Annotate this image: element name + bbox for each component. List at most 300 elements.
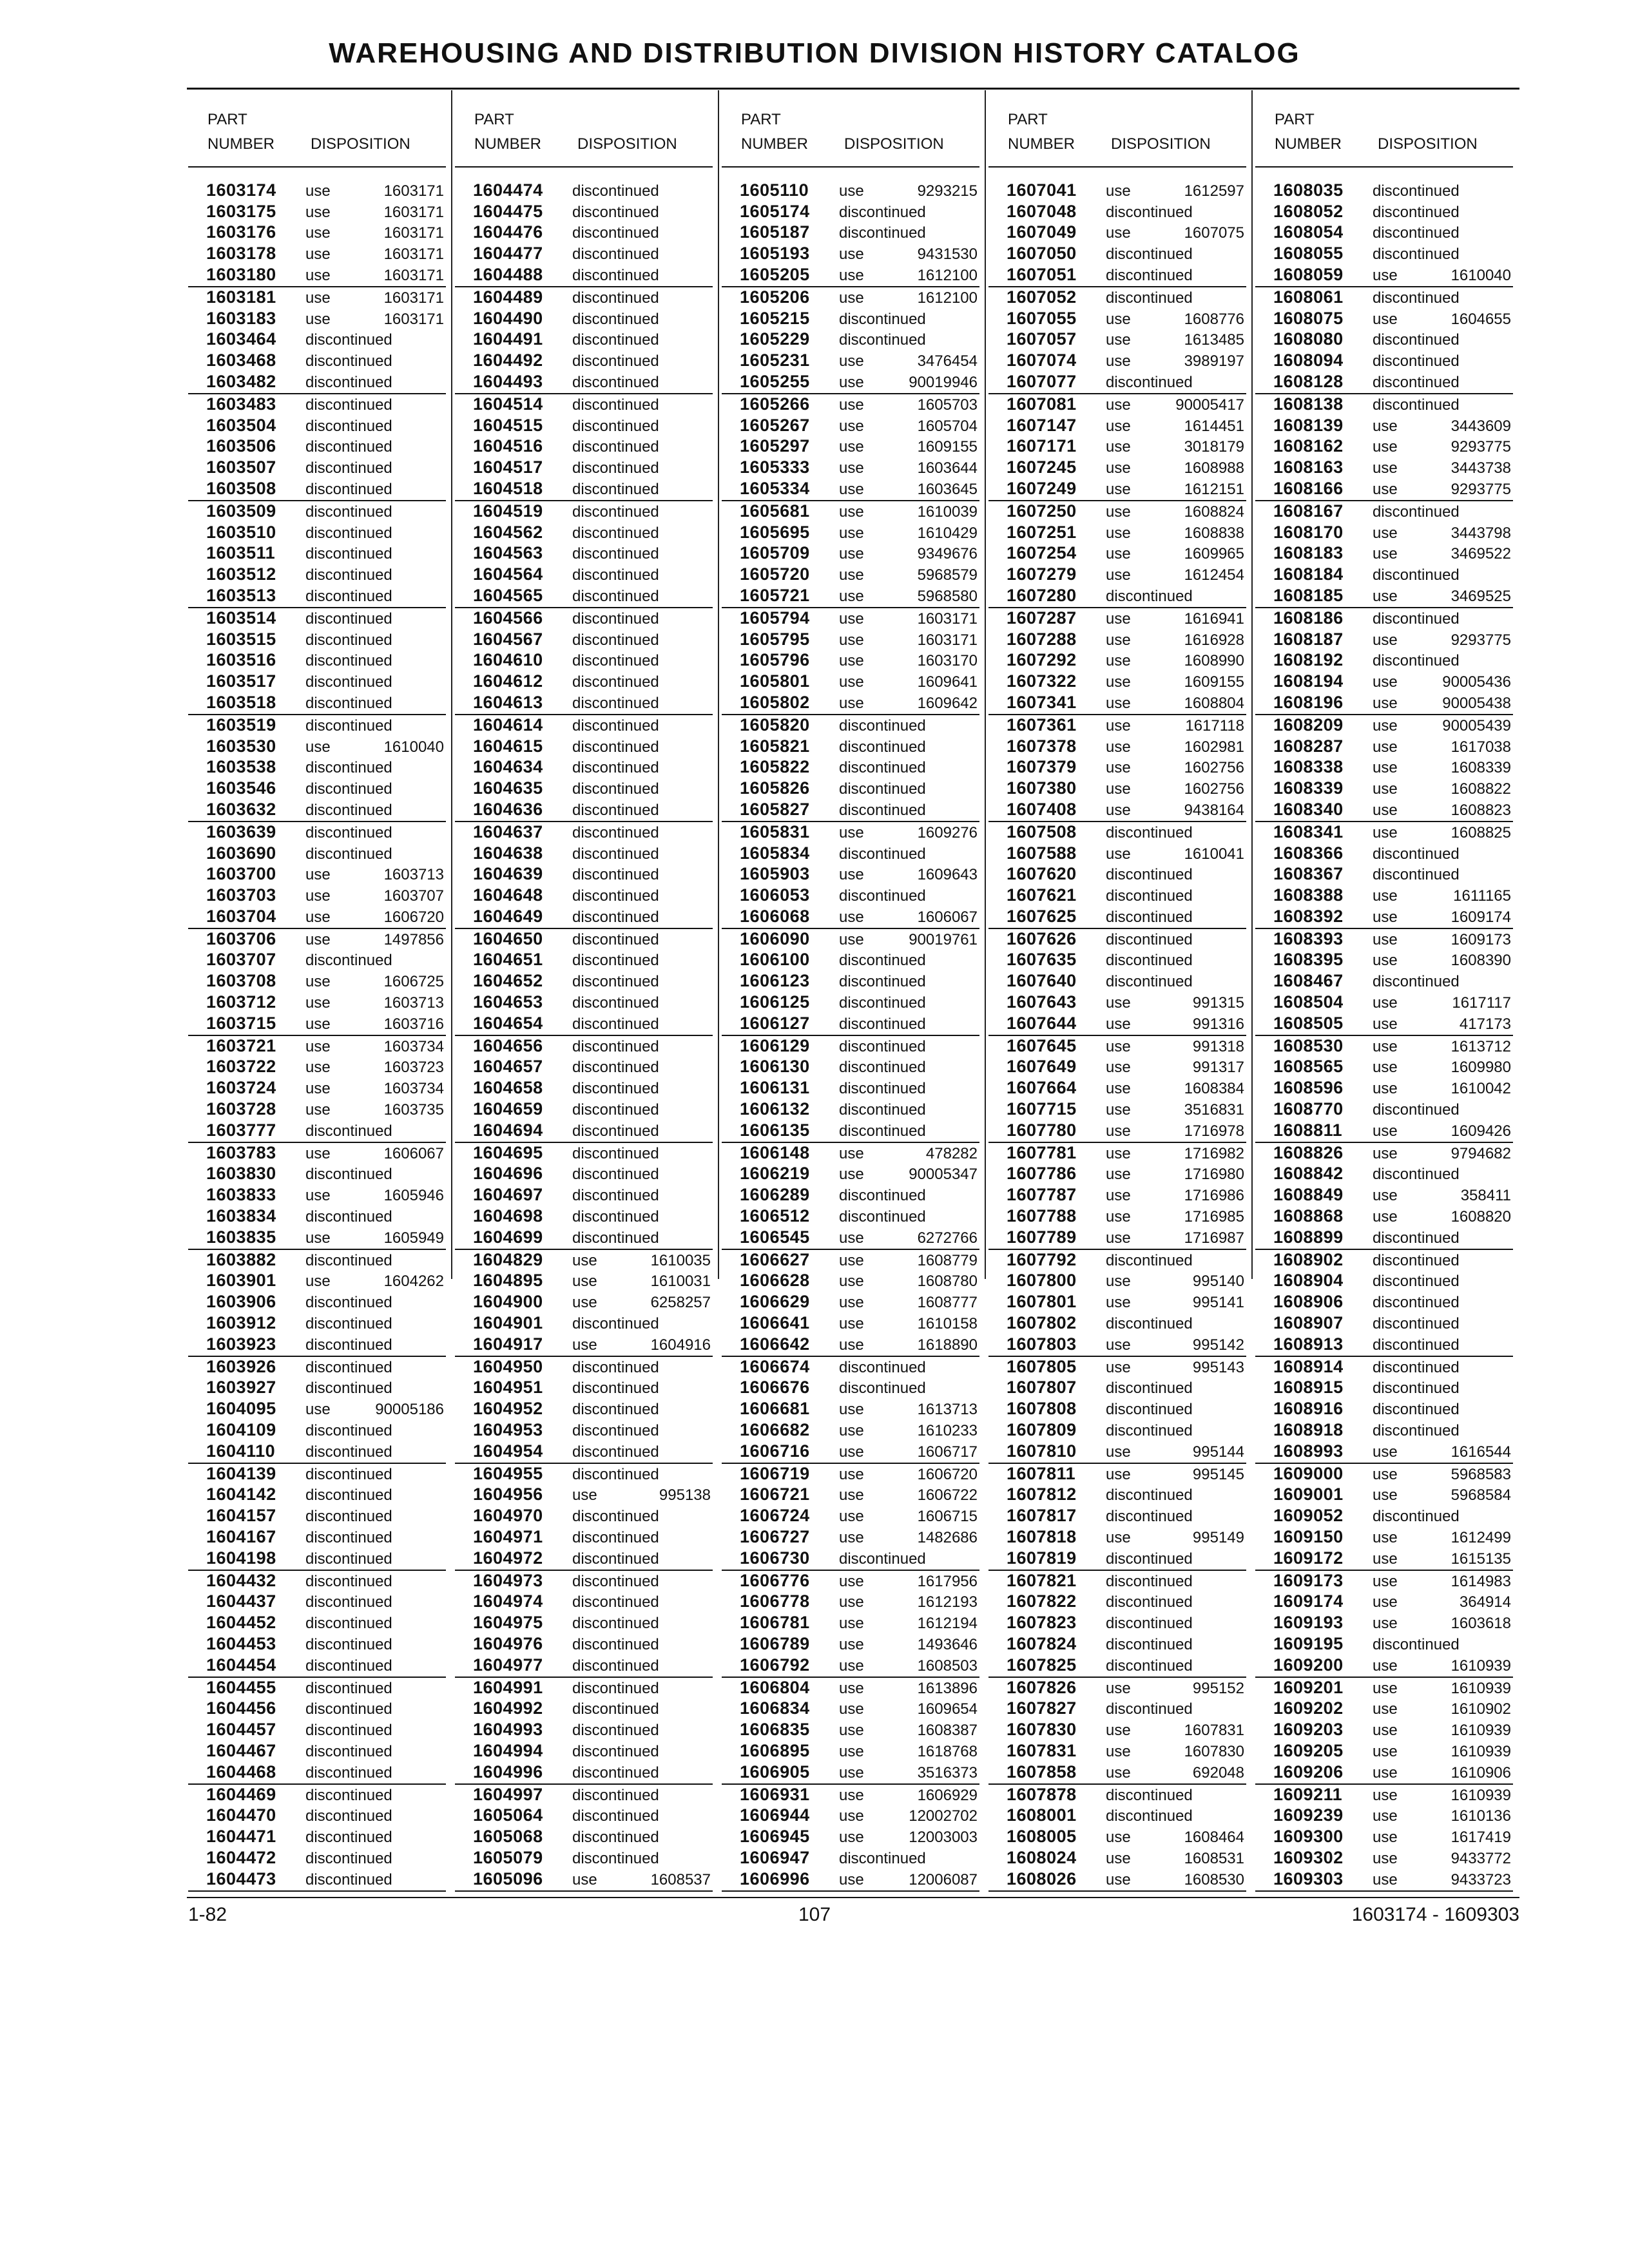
table-row <box>988 950 1246 972</box>
part-number: 1609200 <box>1273 1655 1344 1675</box>
part-number: 1605255 <box>740 371 810 391</box>
part-number: 1607341 <box>1007 692 1077 712</box>
disposition: discontinued <box>572 1401 659 1419</box>
replacement-part-number: 1606720 <box>383 908 444 926</box>
disposition: discontinued <box>839 1550 926 1568</box>
part-number: 1607249 <box>1007 478 1077 498</box>
disposition: discontinued <box>1106 1379 1193 1398</box>
table-row <box>722 822 979 843</box>
replacement-part-number: 1608384 <box>1184 1080 1244 1098</box>
part-number: 1608080 <box>1273 329 1344 349</box>
part-number: 1604699 <box>473 1227 543 1247</box>
table-row <box>988 1720 1246 1741</box>
disposition-use-label: use <box>572 1870 597 1888</box>
part-number: 1604563 <box>473 543 543 563</box>
disposition: discontinued <box>572 738 659 756</box>
table-row <box>988 736 1246 758</box>
part-number: 1607824 <box>1007 1633 1077 1653</box>
disposition: discontinued <box>572 652 659 670</box>
part-number: 1607322 <box>1007 671 1077 691</box>
replacement-part-number: 995140 <box>1192 1273 1244 1291</box>
replacement-part-number: 12003003 <box>909 1829 978 1847</box>
replacement-part-number: 1610040 <box>1451 266 1511 284</box>
disposition: discontinued <box>305 1763 392 1782</box>
part-number: 1603912 <box>206 1313 276 1333</box>
disposition-use-label: use <box>1373 1015 1398 1033</box>
replacement-part-number: 1603170 <box>917 652 978 670</box>
table-row <box>722 843 979 865</box>
disposition-use-label: use <box>1373 1849 1398 1867</box>
table-row <box>988 586 1246 608</box>
table-row <box>455 372 713 394</box>
disposition: discontinued <box>305 780 392 798</box>
replacement-part-number: 1603171 <box>383 289 444 307</box>
disposition-use-label: use <box>839 1486 864 1504</box>
column-divider <box>451 90 452 1279</box>
part-number: 1608916 <box>1273 1399 1344 1419</box>
table-row <box>722 758 979 779</box>
table-row <box>722 287 979 309</box>
header-rule <box>722 166 979 168</box>
table-row <box>988 1741 1246 1762</box>
disposition: discontinued <box>1373 289 1460 307</box>
table-row <box>188 1014 446 1036</box>
replacement-part-number: 995143 <box>1192 1358 1244 1376</box>
disposition: discontinued <box>572 1572 659 1590</box>
replacement-part-number: 1618768 <box>917 1742 978 1760</box>
table-row <box>188 693 446 715</box>
disposition-use-label: use <box>1106 417 1131 435</box>
part-number: 1607635 <box>1007 950 1077 970</box>
disposition: discontinued <box>572 1722 659 1740</box>
table-row <box>455 1785 713 1806</box>
table-row <box>988 501 1246 523</box>
disposition-use-label: use <box>1373 1122 1398 1140</box>
table-row <box>188 1655 446 1678</box>
table-row <box>188 564 446 586</box>
disposition: discontinued <box>305 1315 392 1333</box>
disposition: discontinued <box>839 1122 926 1140</box>
table-row <box>988 1464 1246 1485</box>
disposition: discontinued <box>1373 182 1460 200</box>
part-number: 1607821 <box>1007 1570 1077 1590</box>
table-row <box>988 523 1246 544</box>
table-row <box>988 457 1246 479</box>
column-header <box>455 90 713 168</box>
table-row <box>188 1720 446 1741</box>
part-number: 1607645 <box>1007 1035 1077 1055</box>
part-number: 1603546 <box>206 778 276 798</box>
disposition-use-label: use <box>839 610 864 628</box>
part-number: 1603834 <box>206 1206 276 1226</box>
table-row <box>1255 778 1513 800</box>
disposition-use-label: use <box>1106 1122 1131 1140</box>
table-row <box>988 330 1246 351</box>
replacement-part-number: 6258257 <box>650 1294 711 1312</box>
disposition-use-label: use <box>1106 694 1131 712</box>
disposition: discontinued <box>1106 973 1193 991</box>
table-row <box>1255 1634 1513 1655</box>
disposition: discontinued <box>305 587 392 605</box>
disposition: discontinued <box>572 587 659 605</box>
disposition: discontinued <box>1373 1336 1460 1354</box>
disposition: discontinued <box>1373 1166 1460 1184</box>
disposition: discontinued <box>1106 952 1193 970</box>
table-row <box>455 1206 713 1227</box>
table-row <box>455 651 713 672</box>
replacement-part-number: 1610233 <box>917 1422 978 1440</box>
table-row <box>1255 287 1513 309</box>
disposition: discontinued <box>1373 245 1460 264</box>
disposition: discontinued <box>305 331 392 349</box>
table-row <box>455 1741 713 1762</box>
table-row <box>722 929 979 950</box>
replacement-part-number: 1716987 <box>1184 1229 1244 1247</box>
table-row <box>455 479 713 501</box>
disposition: discontinued <box>305 1786 392 1804</box>
part-number: 1603700 <box>206 864 276 884</box>
disposition: discontinued <box>1106 1807 1193 1825</box>
table-row <box>722 1036 979 1057</box>
table-row <box>988 1762 1246 1785</box>
table-row <box>988 1399 1246 1420</box>
table-row <box>455 1464 713 1485</box>
disposition: discontinued <box>572 1422 659 1440</box>
column-header <box>1255 90 1513 168</box>
part-number: 1607408 <box>1007 799 1077 819</box>
table-row <box>722 501 979 523</box>
part-header-label: PART <box>1008 111 1048 128</box>
part-number: 1606219 <box>740 1164 810 1184</box>
disposition-use-label: use <box>1106 1273 1131 1291</box>
part-number: 1604110 <box>206 1441 276 1461</box>
disposition-use-label: use <box>839 480 864 498</box>
table-row <box>722 351 979 372</box>
disposition-use-label: use <box>1106 524 1131 542</box>
catalog-column <box>988 90 1246 1888</box>
table-row <box>1255 1571 1513 1592</box>
disposition-use-label: use <box>1106 1829 1131 1847</box>
replacement-part-number: 1493646 <box>917 1635 978 1653</box>
table-row <box>188 1399 446 1420</box>
table-row <box>722 1699 979 1720</box>
part-number: 1603706 <box>206 928 276 948</box>
part-number: 1605821 <box>740 736 810 756</box>
part-number: 1607508 <box>1007 822 1077 841</box>
replacement-part-number: 1612100 <box>917 289 978 307</box>
replacement-part-number: 1603171 <box>917 631 978 649</box>
part-number: 1604955 <box>473 1463 543 1483</box>
part-number: 1604951 <box>473 1378 543 1398</box>
table-row <box>722 1185 979 1206</box>
table-row <box>188 1527 446 1548</box>
table-row <box>988 715 1246 736</box>
disposition-use-label: use <box>1106 610 1131 628</box>
part-number: 1605110 <box>740 180 809 200</box>
table-row <box>722 1250 979 1271</box>
disposition-use-label: use <box>1373 887 1398 905</box>
table-row <box>455 608 713 629</box>
part-number: 1605827 <box>740 799 810 819</box>
table-row <box>1255 1848 1513 1869</box>
table-row <box>722 671 979 693</box>
replacement-part-number: 1610042 <box>1451 1080 1511 1098</box>
disposition-use-label: use <box>1106 1037 1131 1055</box>
disposition-use-label: use <box>1373 823 1398 841</box>
part-number: 1604198 <box>206 1548 276 1568</box>
catalog-column <box>188 90 446 1888</box>
table-row <box>1255 1057 1513 1079</box>
replacement-part-number: 1608780 <box>917 1273 978 1291</box>
part-number: 1603708 <box>206 971 276 991</box>
part-number: 1608395 <box>1273 950 1344 970</box>
part-number: 1608186 <box>1273 608 1344 628</box>
disposition-use-label: use <box>1373 716 1398 735</box>
table-row <box>455 394 713 416</box>
table-row <box>988 1506 1246 1527</box>
table-row <box>988 758 1246 779</box>
part-number: 1604654 <box>473 1013 543 1033</box>
disposition: discontinued <box>572 994 659 1012</box>
disposition: discontinued <box>1106 1315 1193 1333</box>
part-number: 1606125 <box>740 992 810 1012</box>
table-row <box>1255 1785 1513 1806</box>
disposition: discontinued <box>572 373 659 391</box>
table-row <box>722 586 979 608</box>
part-number: 1607715 <box>1007 1099 1077 1119</box>
table-row <box>722 1271 979 1293</box>
table-row <box>722 479 979 501</box>
disposition-use-label: use <box>305 930 331 948</box>
table-row <box>1255 800 1513 822</box>
disposition-use-label: use <box>1373 1615 1398 1633</box>
table-row <box>455 758 713 779</box>
part-header-label: PART <box>1275 111 1315 128</box>
part-number: 1603513 <box>206 585 276 605</box>
disposition: discontinued <box>572 1101 659 1119</box>
part-number: 1603721 <box>206 1035 276 1055</box>
part-number: 1603176 <box>206 222 276 242</box>
table-row <box>188 736 446 758</box>
part-number: 1604614 <box>473 715 543 735</box>
part-number: 1603530 <box>206 736 276 756</box>
table-row <box>988 608 1246 629</box>
table-row <box>988 394 1246 416</box>
part-number: 1607380 <box>1007 778 1077 798</box>
table-row <box>188 1464 446 1485</box>
part-number: 1607041 <box>1007 180 1077 200</box>
part-number: 1607818 <box>1007 1527 1077 1546</box>
table-row <box>1255 1592 1513 1613</box>
part-number: 1606792 <box>740 1655 810 1675</box>
disposition: discontinued <box>305 1807 392 1825</box>
replacement-part-number: 1609155 <box>1184 673 1244 691</box>
part-number: 1605820 <box>740 715 810 735</box>
part-number: 1606944 <box>740 1805 810 1825</box>
table-row <box>455 1720 713 1741</box>
table-row <box>455 1420 713 1441</box>
part-number: 1603927 <box>206 1378 276 1398</box>
part-number: 1607055 <box>1007 308 1077 328</box>
part-number: 1607808 <box>1007 1399 1077 1419</box>
disposition: discontinued <box>305 1443 392 1461</box>
table-row <box>988 1806 1246 1827</box>
table-row <box>188 671 446 693</box>
disposition-use-label: use <box>1106 1358 1131 1376</box>
table-row <box>722 1613 979 1634</box>
disposition: discontinued <box>572 1786 659 1804</box>
part-number: 1608059 <box>1273 264 1344 284</box>
part-number: 1607050 <box>1007 244 1077 264</box>
table-row <box>455 1527 713 1548</box>
disposition-use-label: use <box>305 1144 331 1162</box>
disposition: discontinued <box>305 1294 392 1312</box>
table-row <box>455 1143 713 1164</box>
replacement-part-number: 1610158 <box>917 1315 978 1333</box>
part-number: 1604455 <box>206 1677 276 1697</box>
replacement-part-number: 90019761 <box>909 930 978 948</box>
replacement-part-number: 9293215 <box>917 182 978 200</box>
table-row <box>722 265 979 287</box>
part-number: 1604610 <box>473 650 543 670</box>
table-row <box>188 309 446 330</box>
table-row <box>188 1827 446 1848</box>
table-row <box>722 202 979 223</box>
part-number: 1608167 <box>1273 501 1344 521</box>
disposition-use-label: use <box>1373 930 1398 948</box>
table-row <box>988 416 1246 437</box>
column-divider <box>985 90 986 1279</box>
disposition: discontinued <box>1106 1657 1193 1675</box>
disposition-use-label: use <box>839 652 864 670</box>
part-number: 1607827 <box>1007 1698 1077 1718</box>
part-number: 1609150 <box>1273 1527 1344 1546</box>
disposition: discontinued <box>839 780 926 798</box>
part-number: 1604956 <box>473 1485 543 1504</box>
part-number: 1603183 <box>206 308 276 328</box>
disposition-use-label: use <box>572 1336 597 1354</box>
disposition-use-label: use <box>1373 1059 1398 1077</box>
replacement-part-number: 1617117 <box>1452 994 1511 1012</box>
replacement-part-number: 995144 <box>1192 1443 1244 1461</box>
table-row <box>188 437 446 458</box>
disposition: discontinued <box>572 631 659 649</box>
table-row <box>1255 1099 1513 1120</box>
table-row <box>188 1164 446 1186</box>
part-number: 1608094 <box>1273 351 1344 370</box>
replacement-part-number: 5968583 <box>1451 1465 1511 1483</box>
disposition-use-label: use <box>1373 480 1398 498</box>
disposition: discontinued <box>572 417 659 435</box>
disposition: discontinued <box>839 1101 926 1119</box>
table-row <box>188 715 446 736</box>
disposition-use-label: use <box>572 1251 597 1269</box>
part-number: 1608915 <box>1273 1378 1344 1398</box>
table-row <box>988 1357 1246 1378</box>
replacement-part-number: 90005439 <box>1442 716 1511 735</box>
table-row <box>455 1827 713 1848</box>
part-number: 1608061 <box>1273 287 1344 307</box>
table-row <box>722 1720 979 1741</box>
part-number: 1608849 <box>1273 1185 1344 1205</box>
part-number: 1608162 <box>1273 436 1344 456</box>
table-row <box>722 223 979 244</box>
part-number: 1607825 <box>1007 1655 1077 1675</box>
replacement-part-number: 1603723 <box>383 1059 444 1077</box>
table-row <box>455 1485 713 1506</box>
part-number: 1608187 <box>1273 629 1344 649</box>
table-row <box>988 671 1246 693</box>
part-number: 1607048 <box>1007 201 1077 221</box>
part-number: 1606834 <box>740 1698 810 1718</box>
table-row <box>188 1548 446 1571</box>
replacement-part-number: 1612151 <box>1184 480 1244 498</box>
disposition: discontinued <box>572 289 659 307</box>
table-row <box>1255 693 1513 715</box>
table-row <box>988 992 1246 1014</box>
part-number: 1608904 <box>1273 1271 1344 1291</box>
replacement-part-number: 90005186 <box>375 1401 444 1419</box>
disposition: discontinued <box>839 224 926 242</box>
part-number: 1607250 <box>1007 501 1077 521</box>
replacement-part-number: 1610906 <box>1451 1763 1511 1782</box>
table-row <box>1255 1441 1513 1464</box>
table-row <box>188 586 446 608</box>
disposition-use-label: use <box>1373 1144 1398 1162</box>
table-row <box>722 244 979 265</box>
table-row <box>455 1271 713 1293</box>
replacement-part-number: 1608825 <box>1451 823 1511 841</box>
table-row <box>188 1762 446 1785</box>
part-number: 1607831 <box>1007 1740 1077 1760</box>
part-number: 1606131 <box>740 1078 810 1098</box>
disposition-use-label: use <box>1106 780 1131 798</box>
disposition-use-label: use <box>839 1229 864 1247</box>
disposition: discontinued <box>572 801 659 819</box>
part-number: 1604613 <box>473 692 543 712</box>
disposition: discontinued <box>1373 845 1460 863</box>
disposition-use-label: use <box>839 1742 864 1760</box>
part-number: 1607809 <box>1007 1420 1077 1440</box>
replacement-part-number: 12002702 <box>909 1807 978 1825</box>
disposition-use-label: use <box>1373 310 1398 328</box>
part-number: 1603512 <box>206 564 276 584</box>
disposition: discontinued <box>1373 331 1460 349</box>
table-row <box>1255 822 1513 843</box>
header-rule <box>988 166 1246 168</box>
table-row <box>1255 416 1513 437</box>
disposition-use-label: use <box>1106 738 1131 756</box>
part-number: 1608192 <box>1273 650 1344 670</box>
table-row <box>1255 1720 1513 1741</box>
replacement-part-number: 1605703 <box>917 396 978 414</box>
part-number: 1609211 <box>1273 1784 1343 1804</box>
table-row <box>188 265 446 287</box>
part-number: 1606835 <box>740 1720 810 1740</box>
disposition-use-label: use <box>839 289 864 307</box>
table-row <box>1255 1613 1513 1634</box>
part-number: 1606905 <box>740 1762 810 1782</box>
replacement-part-number: 1603171 <box>383 203 444 221</box>
table-row <box>988 372 1246 394</box>
disposition: discontinued <box>305 823 392 841</box>
part-number: 1604635 <box>473 778 543 798</box>
replacement-part-number: 1607075 <box>1184 224 1244 242</box>
part-number: 1606681 <box>740 1399 810 1419</box>
table-row <box>455 1678 713 1699</box>
part-number: 1607805 <box>1007 1356 1077 1376</box>
part-number: 1606776 <box>740 1570 810 1590</box>
